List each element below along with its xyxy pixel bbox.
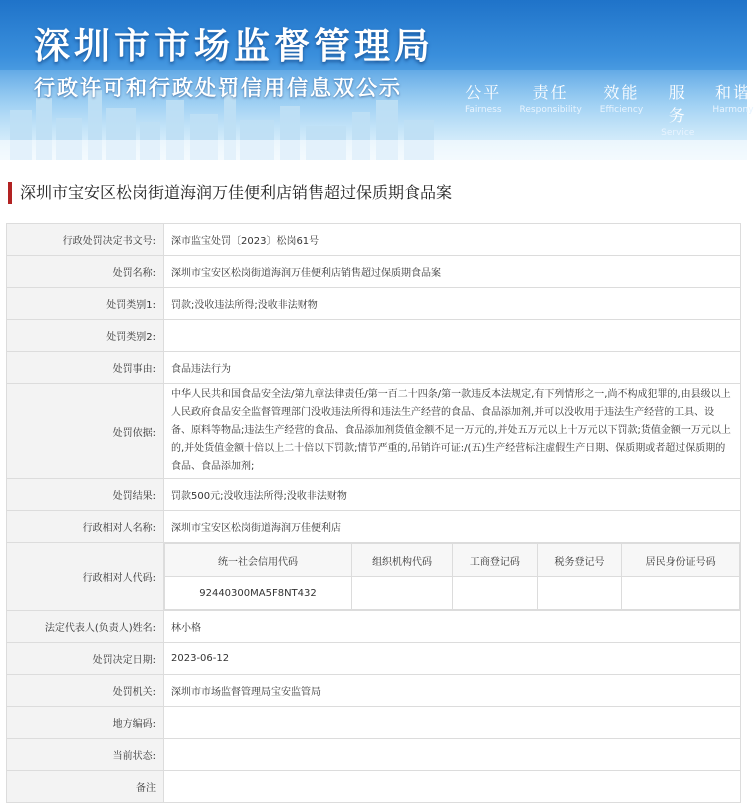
table-cell [537, 577, 622, 610]
field-value: 2023-06-12 [164, 643, 741, 675]
column-header: 工商登记码 [453, 544, 538, 577]
slogan-cn: 公平 [465, 83, 502, 102]
field-label: 处罚决定日期: [7, 643, 164, 675]
party-code-table [164, 543, 740, 610]
field-label: 行政处罚决定书文号: [7, 224, 164, 256]
field-value: 林小格 [164, 611, 741, 643]
field-value [164, 739, 741, 771]
site-title: 深圳市市场监督管理局 [34, 26, 435, 67]
slogan-item [520, 80, 582, 138]
table-cell [453, 577, 538, 610]
field-label: 处罚类别2: [7, 320, 164, 352]
case-title: 深圳市宝安区松岗街道海润万佳便利店销售超过保质期食品案 [8, 182, 747, 204]
table-row [7, 256, 741, 288]
field-label: 处罚类别1: [7, 288, 164, 320]
table-row [7, 643, 741, 675]
table-row [7, 511, 741, 543]
field-value [164, 707, 741, 739]
slogan-cn: 服务 [668, 83, 687, 125]
slogan-list [465, 80, 754, 138]
field-label: 处罚名称: [7, 256, 164, 288]
field-label: 处罚结果: [7, 479, 164, 511]
penalty-info-table [6, 223, 741, 803]
table-row [7, 352, 741, 384]
slogan-cn: 效能 [603, 83, 640, 102]
slogan-item [465, 80, 502, 138]
slogan-item [661, 80, 694, 138]
header-banner [0, 0, 754, 160]
field-label: 当前状态: [7, 739, 164, 771]
field-value [164, 771, 741, 803]
column-header: 组织机构代码 [352, 544, 453, 577]
field-label: 备注 [7, 771, 164, 803]
field-value: 深圳市宝安区松岗街道海润万佳便利店销售超过保质期食品案 [164, 256, 741, 288]
field-value: 中华人民共和国食品安全法/第九章法律责任/第一百二十四条/第一款违反本法规定,有下列情形之一,尚不构成犯罪的,由县级以上人民政府食品安全监督管理部门没收违法所得和违法生产经营的食品、食品添加剂,并可以没收用于违法生产经营的工具、设备、原料等物品;违法生产经营的食品、食品添加剂货值金额不足一万元的,并处五万元以上十万元以下罚款;货值金额一万元以上的,并处货值金额十倍以上二十倍以下罚款;情节严重的,吊销许可证:/(五)生产经营标注虚假生产日期、保质期或者超过保质期的食品、食品添加剂; [164, 384, 741, 479]
field-label: 行政相对人名称: [7, 511, 164, 543]
party-code-value-row [165, 577, 740, 610]
table-row [7, 384, 741, 479]
table-cell: 92440300MA5F8NT432 [165, 577, 352, 610]
table-row [7, 771, 741, 803]
table-row [7, 739, 741, 771]
field-label: 处罚依据: [7, 384, 164, 479]
table-row [7, 707, 741, 739]
field-value: 深市监宝处罚〔2023〕松岗61号 [164, 224, 741, 256]
field-value: 罚款500元;没收违法所得;没收非法财物 [164, 479, 741, 511]
slogan-en: Efficiency [599, 105, 644, 115]
column-header: 税务登记号 [537, 544, 622, 577]
slogan-en: Service [661, 128, 695, 138]
table-row [7, 611, 741, 643]
slogan-item [712, 80, 753, 138]
party-code-cell [164, 543, 741, 611]
table-row [7, 479, 741, 511]
table-row [7, 320, 741, 352]
table-row [7, 224, 741, 256]
slogan-en: Responsibility [519, 105, 582, 115]
slogan-item [600, 80, 643, 138]
column-header: 统一社会信用代码 [165, 544, 352, 577]
field-value [164, 320, 741, 352]
table-cell [622, 577, 740, 610]
slogan-cn: 责任 [532, 83, 569, 102]
field-label: 处罚事由: [7, 352, 164, 384]
table-cell [352, 577, 453, 610]
field-value: 深圳市市场监督管理局宝安监管局 [164, 675, 741, 707]
field-value: 深圳市宝安区松岗街道海润万佳便利店 [164, 511, 741, 543]
table-row [7, 288, 741, 320]
slogan-en: Fairness [465, 105, 502, 115]
slogan-en: Harmony [712, 105, 754, 115]
field-label: 地方编码: [7, 707, 164, 739]
field-label: 行政相对人代码: [7, 543, 164, 611]
party-code-header-row [165, 544, 740, 577]
site-subtitle: 行政许可和行政处罚信用信息双公示 [34, 76, 402, 100]
column-header: 居民身份证号码 [622, 544, 740, 577]
field-label: 法定代表人(负责人)姓名: [7, 611, 164, 643]
field-label: 处罚机关: [7, 675, 164, 707]
table-row [7, 543, 741, 611]
field-value: 罚款;没收违法所得;没收非法财物 [164, 288, 741, 320]
field-value: 食品违法行为 [164, 352, 741, 384]
slogan-cn: 和谐 [714, 83, 751, 102]
table-row [7, 675, 741, 707]
